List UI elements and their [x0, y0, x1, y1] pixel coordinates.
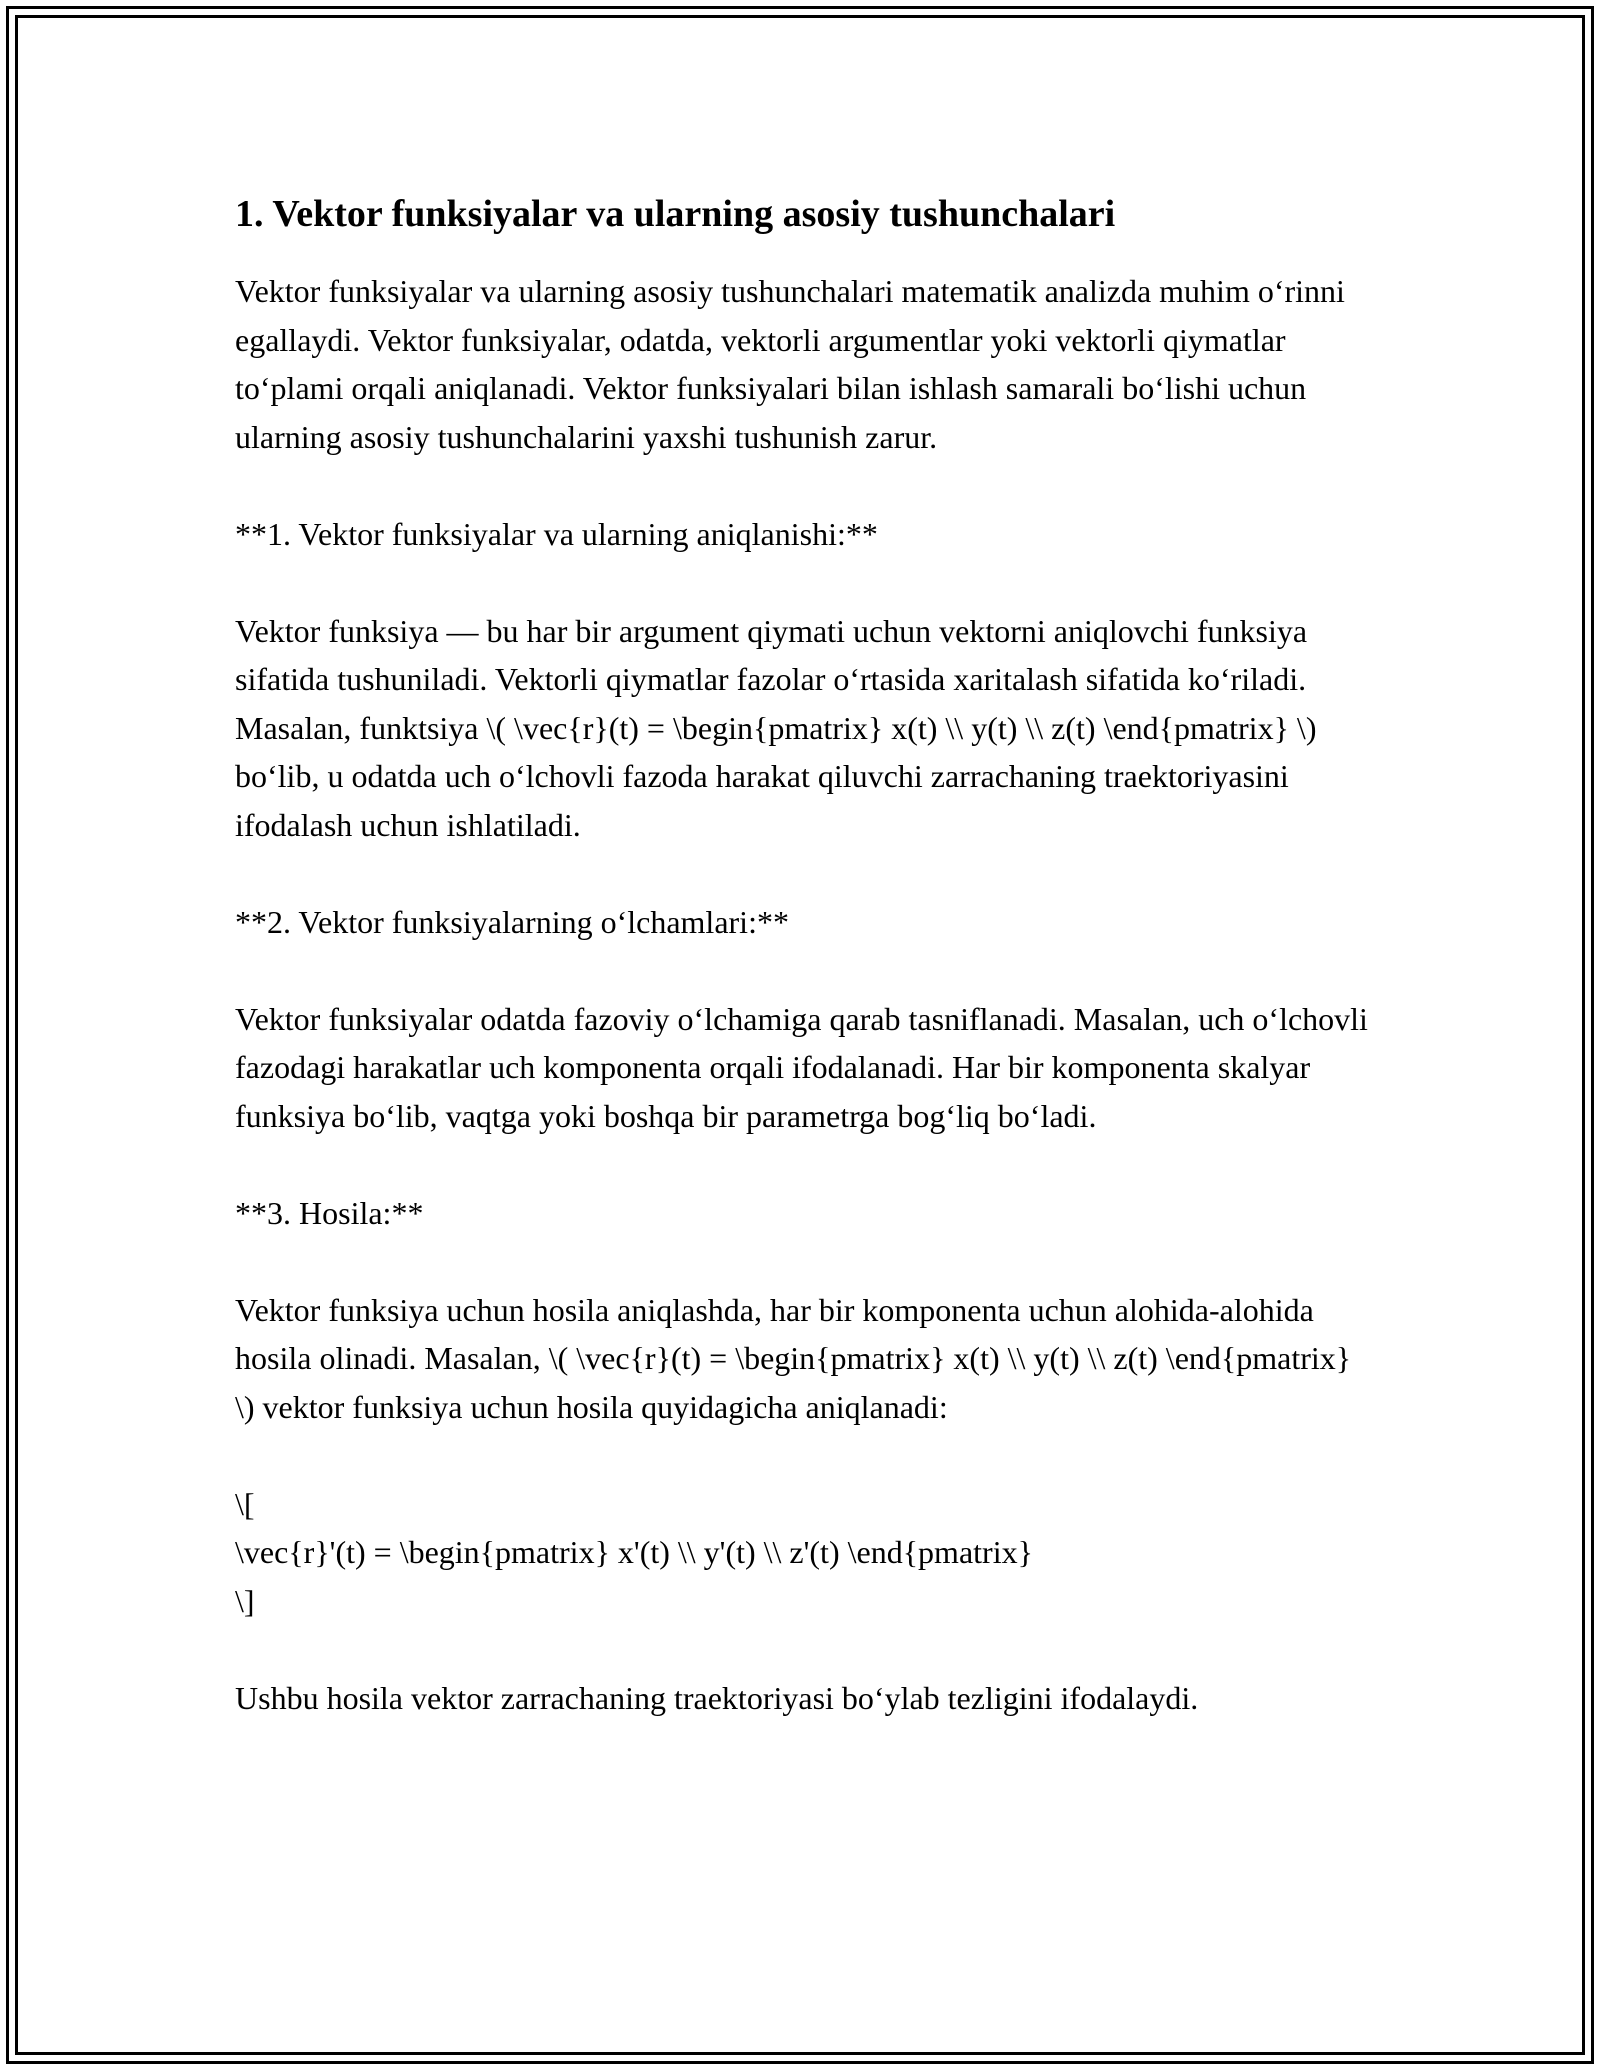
- dimensions-paragraph: Vektor funksiyalar odatda fazoviy o‘lchamiga qarab tasniflanadi. Masalan, uch o‘lchovli fazodagi harakatlar uch komponenta orqali ifodalanadi. Har bir komponenta skalyar funksiya bo‘lib, vaqtga yoki boshqa bir parametrga bog‘liq bo‘ladi.: [235, 1000, 1376, 1134]
- paragraph-gap: [235, 1140, 1370, 1189]
- section-heading-derivative: **3. Hosila:**: [235, 1194, 424, 1231]
- paragraph-gap: [235, 849, 1370, 898]
- definition-paragraph: Vektor funksiya — bu har bir argument qiymati uchun vektorni aniqlovchi funksiya sifatida tushuniladi. Vektorli qiymatlar fazolar o‘rtasida xaritalash sifatida ko‘riladi. Masalan, funktsiya \( \vec{r}(t) = \begin{pmatrix} x(t) \\ y(t) \\ z(t) \end{pmatrix} \) bo‘lib, u odatda uch o‘lchovli fazoda harakat qiluvchi zarrachaning traektoriyasini ifodalash uchun ishlatiladi.: [235, 612, 1325, 843]
- intro-paragraph: Vektor funksiyalar va ularning asosiy tushunchalari matematik analizda muhim o‘rinni egallaydi. Vektor funksiyalar, odatda, vektorli argumentlar yoki vektorli qiymatlar to‘plami orqali aniqlanadi. Vektor funksiyalari bilan ishlash samarali bo‘lishi uchun ularning asosiy tushunchalarini yaxshi tushunish zarur.: [235, 273, 1353, 455]
- paragraph-gap: [235, 558, 1370, 607]
- paragraph-gap: [235, 946, 1370, 995]
- section-heading-dimensions: **2. Vektor funksiyalarning o‘lchamlari:**: [235, 903, 789, 940]
- derivative-formula: \[ \vec{r}'(t) = \begin{pmatrix} x'(t) \\ y'(t) \\ z'(t) \end{pmatrix} \]: [235, 1485, 1033, 1619]
- document-title: 1. Vektor funksiyalar va ularning asosiy tushunchalari: [235, 193, 1116, 235]
- paragraph-gap: [235, 1625, 1370, 1674]
- paragraph-gap: [235, 1431, 1370, 1480]
- conclusion-paragraph: Ushbu hosila vektor zarrachaning traektoriyasi bo‘ylab tezligini ifodalaydi.: [235, 1679, 1199, 1716]
- section-heading-definition: **1. Vektor funksiyalar va ularning aniqlanishi:**: [235, 515, 878, 552]
- derivative-paragraph: Vektor funksiya uchun hosila aniqlashda, har bir komponenta uchun alohida-alohida hosila olinadi. Masalan, \( \vec{r}(t) = \begin{pmatrix} x(t) \\ y(t) \\ z(t) \end{pmatrix} \) vektor funksiya uchun hosila quyidagicha aniqlanadi:: [235, 1291, 1360, 1425]
- paragraph-gap: [235, 1237, 1370, 1286]
- document-body: [235, 185, 1376, 1722]
- paragraph-gap: [235, 461, 1370, 510]
